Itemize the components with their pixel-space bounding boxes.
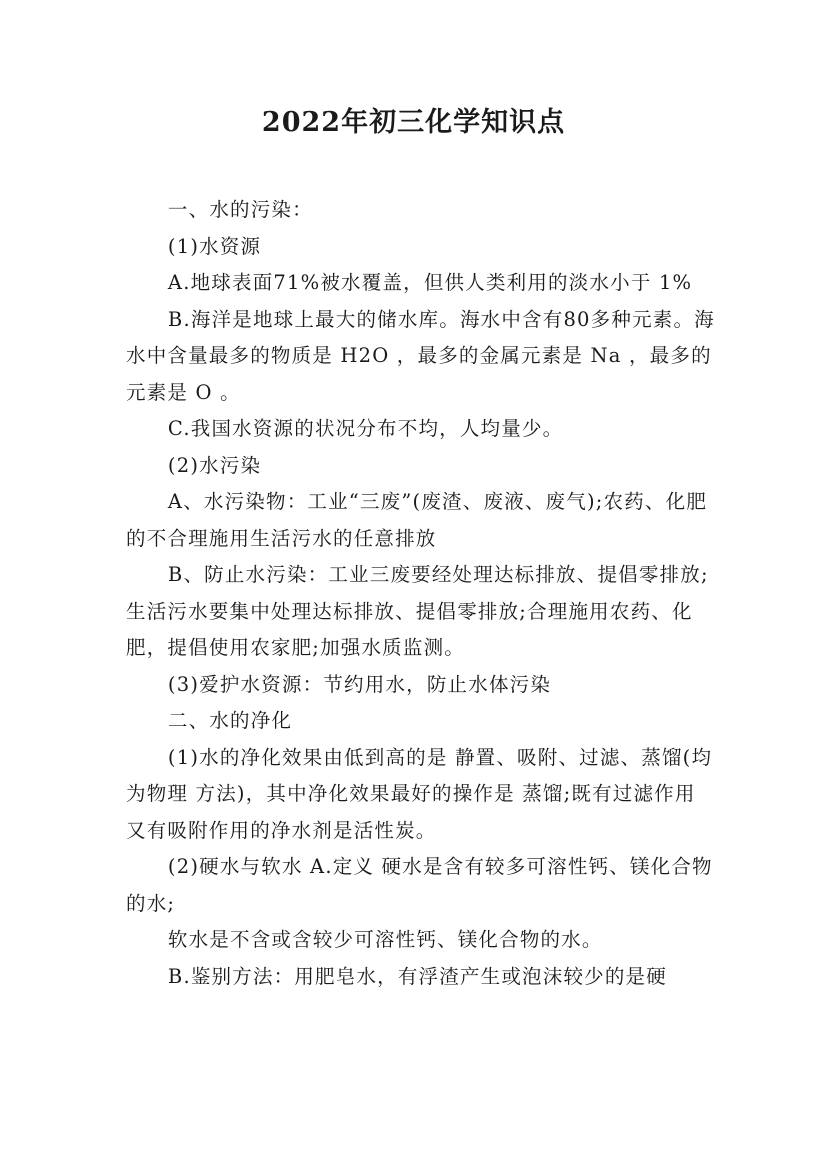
paragraph: (3)爱护水资源：节约用水，防止水体污染 [167,672,552,696]
paragraph: (1)水的净化效果由低到高的是 静置、吸附、过滤、蒸馏(均为物理 方法)，其中净化效果最好的操作是 蒸馏;既有过滤作用又有吸附作用的净水剂是活性炭。 [126,745,713,842]
paragraph: A.地球表面71%被水覆盖，但供人类利用的淡水小于 1% [167,271,693,294]
document-title: 2022年初三化学知识点 [261,107,566,138]
paragraph: (2)硬水与软水 A.定义 硬水是含有较多可溶性钙、镁化合物的水; [126,855,713,915]
paragraph: B.鉴别方法：用肥皂水，有浮渣产生或泡沫较少的是硬 [167,964,667,988]
paragraph: 软水是不含或含较少可溶性钙、镁化合物的水。 [167,928,603,951]
paragraph: B.海洋是地球上最大的储水库。海水中含有80多种元素。海水中含量最多的物质是 H2O ，最多的金属元素是 Na ，最多的元素是 O 。 [126,307,715,404]
paragraph: (1)水资源 [167,234,262,258]
paragraph: 一、水的污染： [167,198,313,221]
paragraph: 二、水的净化 [167,709,293,732]
paragraph: B、防止水污染：工业三废要经处理达标排放、提倡零排放;生活污水要集中处理达标排放、提倡零排放;合理施用农药、化肥，提倡使用农家肥;加强水质监测。 [126,563,709,659]
paragraph: (2)水污染 [167,453,262,477]
paragraph: A、水污染物：工业“三废”(废渣、废液、废气);农药、化肥的不合理施用生活污水的任意排放 [126,490,708,550]
document-body [126,192,716,995]
paragraph: C.我国水资源的状况分布不均，人均量少。 [167,417,564,440]
